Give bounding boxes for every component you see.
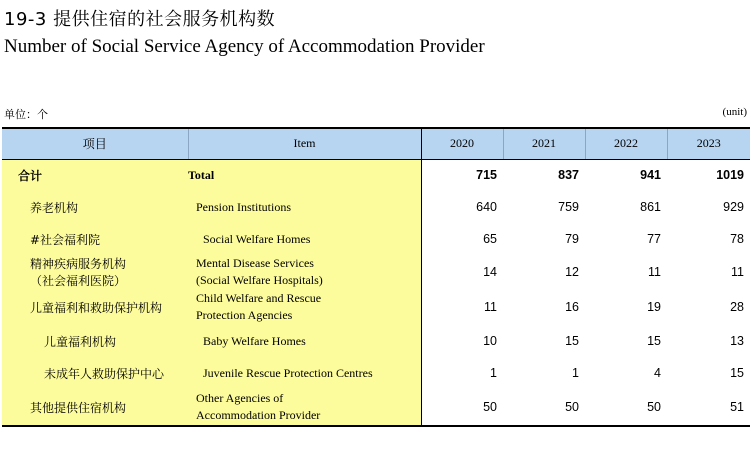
row-label-cn: #社会福利院 (2, 223, 188, 255)
header-item-en: Item (188, 128, 421, 159)
row-value: 10 (421, 325, 503, 357)
unit-label-cn: 单位：个 (4, 108, 48, 121)
row-value: 640 (421, 191, 503, 223)
row-label-en: Baby Welfare Homes (188, 325, 421, 357)
row-value: 929 (723, 200, 744, 214)
row-label-cn: 精神疾病服务机构 （社会福利医院） (2, 255, 188, 289)
header-year: 2023 (667, 128, 750, 159)
row-value: 51 (667, 389, 750, 426)
row-value: 837 (558, 168, 579, 183)
table-row (2, 289, 750, 325)
row-label-en: Mental Disease Services (Social Welfare Hospitals) (188, 255, 421, 289)
row-value: 15 (647, 334, 661, 348)
page-title-en: Number of Social Service Agency of Accommodation Provider (4, 36, 485, 57)
row-label-en: Social Welfare Homes (188, 223, 421, 255)
row-value: 759 (558, 200, 579, 214)
header-year: 2021 (503, 128, 585, 159)
table-row (2, 191, 750, 223)
row-value: 1 (421, 357, 503, 389)
row-label-en: Juvenile Rescue Protection Centres (188, 357, 421, 389)
row-label-cn: 儿童福利和救助保护机构 (2, 289, 188, 325)
row-label-en: Child Welfare and Rescue Protection Agencies (188, 289, 421, 325)
table-row (2, 325, 750, 357)
row-value: 28 (730, 300, 744, 314)
row-value: 15 (565, 334, 579, 348)
unit-label-en: (unit) (722, 106, 747, 118)
row-label-cn: 儿童福利机构 (2, 325, 188, 357)
row-value: 715 (421, 159, 503, 191)
row-label-cn: 养老机构 (2, 191, 188, 223)
row-label-cn: 合计 (2, 159, 188, 191)
table-row (2, 159, 750, 191)
row-value: 11 (731, 265, 744, 279)
row-value: 941 (640, 168, 661, 183)
row-label-cn: 未成年人救助保护中心 (2, 357, 188, 389)
row-value: 13 (730, 334, 744, 348)
row-value: 11 (648, 265, 661, 279)
row-value: 15 (730, 366, 744, 380)
row-value: 1 (572, 366, 579, 380)
table-row (2, 357, 750, 389)
row-value: 1019 (716, 168, 744, 183)
table-row (2, 255, 750, 289)
row-value: 50 (585, 389, 667, 426)
header-year: 2020 (421, 128, 503, 159)
row-value: 11 (421, 289, 503, 325)
row-label-en: Other Agencies of Accommodation Provider (188, 389, 421, 426)
row-value: 14 (421, 255, 503, 289)
row-value: 16 (565, 300, 579, 314)
row-value: 19 (647, 300, 661, 314)
table-row (2, 389, 750, 426)
row-value: 78 (730, 232, 744, 246)
row-value: 65 (421, 223, 503, 255)
row-value: 50 (503, 389, 585, 426)
table-row (2, 223, 750, 255)
row-value: 50 (421, 389, 503, 426)
row-value: 861 (640, 200, 661, 214)
header-item-cn: 项目 (2, 128, 188, 159)
row-value: 12 (565, 265, 579, 279)
row-label-cn: 其他提供住宿机构 (2, 389, 188, 426)
row-label-en: Pension Institutions (188, 191, 421, 223)
page-title-cn: 19-3 提供住宿的社会服务机构数 (4, 9, 276, 30)
table-header-row (2, 128, 750, 159)
row-value: 79 (565, 232, 579, 246)
header-year: 2022 (585, 128, 667, 159)
row-value: 77 (647, 232, 661, 246)
row-value: 4 (654, 366, 661, 380)
row-label-en: Total (188, 159, 421, 191)
data-table (2, 127, 750, 427)
